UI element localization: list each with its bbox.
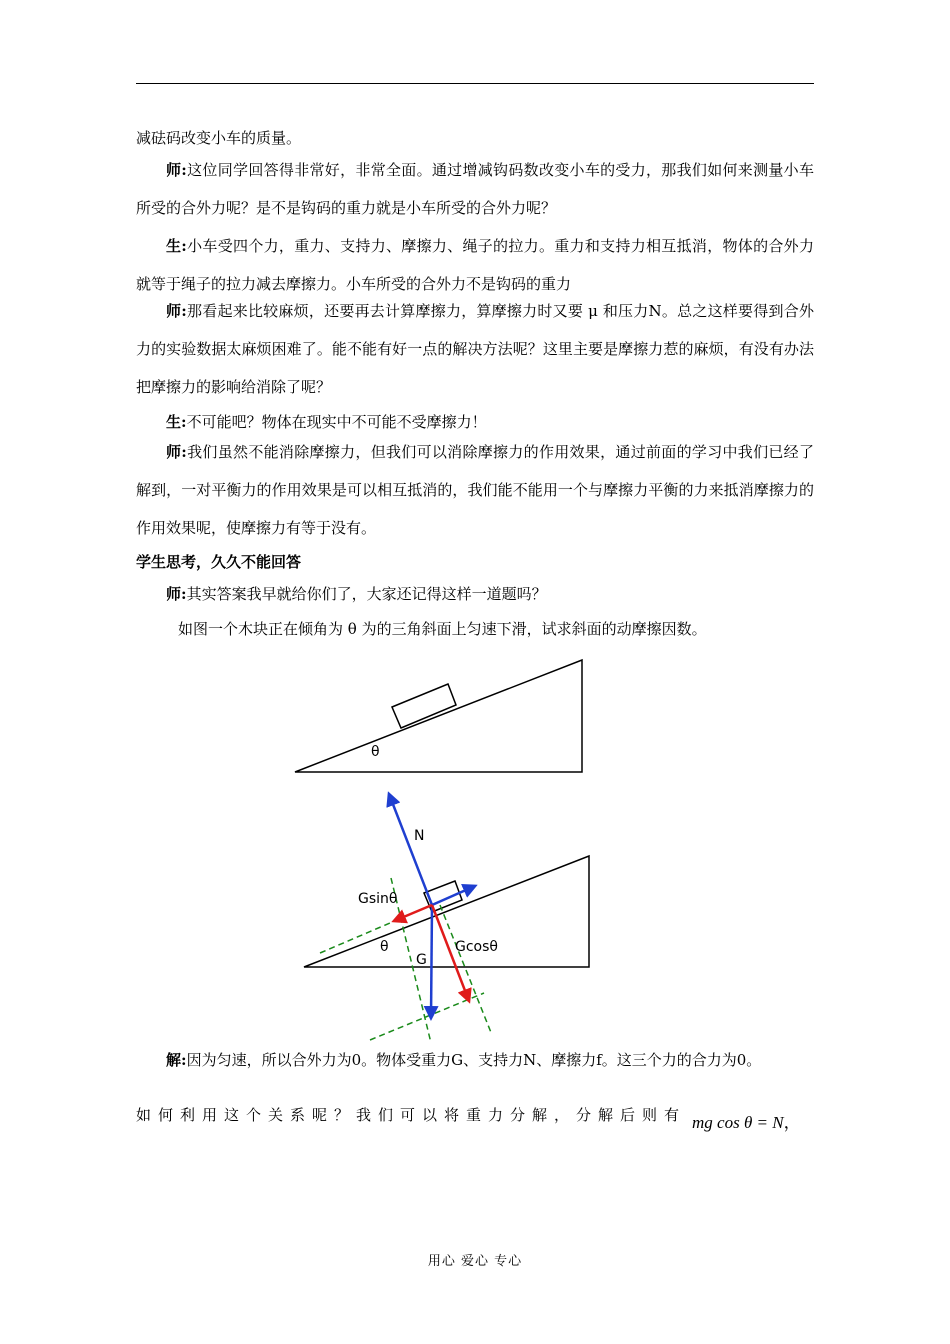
formula: mg cos θ = N， — [692, 1113, 801, 1133]
n-label: N — [414, 828, 425, 844]
paragraph-3: 生:小车受四个力，重力、支持力、摩擦力、绳子的拉力。重力和支持力相互抵消，物体的合外力就等于绳子的拉力减去摩擦力。小车所受的合外力不是钩码的重力 — [136, 237, 814, 293]
paragraph-6: 师:我们虽然不能消除摩擦力，但我们可以消除摩擦力的作用效果，通过前面的学习中我们已经了解到，一对平衡力的作用效果是可以相互抵消的，我们能不能用一个与摩擦力平衡的力来抵消摩擦力的作用效果呢，使摩擦力有等于没有。 — [136, 443, 814, 537]
gravity-arrow — [431, 905, 432, 1018]
paragraph-7: 学生思考，久久不能回答 — [136, 553, 302, 571]
paragraph-1: 减砝码改变小车的质量。 — [136, 129, 302, 147]
construction-lines — [320, 878, 492, 1043]
paragraph-10: 解:因为匀速，所以合外力为0。物体受重力G、支持力N、摩擦力f。这三个力的合力为0。 — [166, 1051, 762, 1069]
paragraph-11: 如何利用这个关系呢？我们可以将重力分解，分解后则有 — [136, 1106, 687, 1124]
speaker-label: 师 — [166, 302, 182, 320]
normal-force-arrow — [389, 794, 432, 905]
speaker-label: 师 — [166, 161, 182, 179]
speaker-label: 师 — [166, 443, 182, 461]
g-label: G — [416, 952, 427, 968]
speaker-label: 解 — [166, 1051, 182, 1069]
speaker-label: 生 — [166, 413, 182, 431]
paragraph-5: 生:不可能吧？物体在现实中不可能不受摩擦力！ — [166, 413, 487, 431]
speaker-label: 师 — [166, 585, 182, 603]
paragraph-8: 师:其实答案我早就给你们了，大家还记得这样一道题吗？ — [166, 585, 547, 603]
angle-label: θ — [371, 744, 380, 760]
gsin-label: Gsinθ — [358, 891, 398, 907]
paragraph-4: 师:那看起来比较麻烦，还要再去计算摩擦力，算摩擦力时又要 μ 和压力N。总之这样要得到合外力的实验数据太麻烦困难了。能不能有好一点的解决方法呢？这里主要是摩擦力惹的麻烦，有没有办法把摩擦力的影响给消除了呢？ — [136, 302, 814, 396]
theta-label: θ — [380, 939, 389, 955]
paragraph-9: 如图一个木块正在倾角为 θ 为的三角斜面上匀速下滑，试求斜面的动摩擦因数。 — [178, 620, 707, 638]
speaker-label: 生 — [166, 237, 182, 255]
gcos-label: Gcosθ — [455, 939, 498, 955]
page-footer: 用心 爱心 专心 — [427, 1254, 523, 1269]
paragraph-2: 师:这位同学回答得非常好，非常全面。通过增减钩码数改变小车的受力，那我们如何来测量小车所受的合外力呢？是不是钩码的重力就是小车所受的合外力呢？ — [136, 161, 814, 217]
